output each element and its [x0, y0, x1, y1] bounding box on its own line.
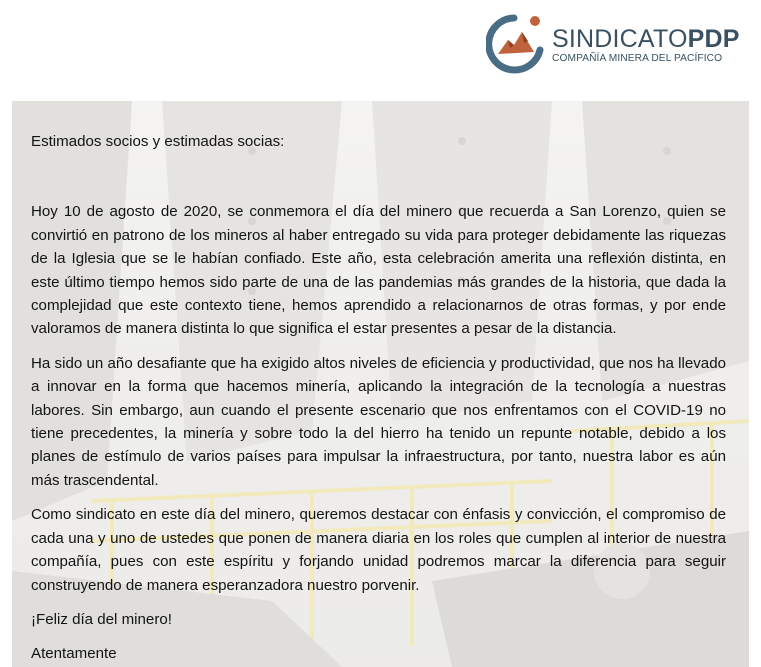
paragraph-dia-del-minero: Hoy 10 de agosto de 2020, se conmemora el día del minero que recuerda a San Lorenzo, quien se convirtió en patrono de los mineros al haber entregado su vida para proteger debidamente las riquezas de la Iglesia que se le habían confiado. Este año, esta celebración amerita una reflexión distinta, en este último tiempo hemos sido parte de una de las pandemias más grandes de la historia, que dada la complejidad que este contexto tiene, hemos aprendido a relacionarnos de otras formas, y por ende valoramos de manera distinta lo que significa el estar presentes a pesar de la distancia.	[31, 203, 726, 338]
letterhead	[0, 0, 761, 100]
mountain-ring-logo-icon	[486, 10, 548, 76]
greeting: Estimados socios y estimadas socias:	[31, 133, 285, 150]
letter-body	[31, 130, 726, 666]
paragraph-compromiso: Como sindicato en este día del minero, queremos destacar con énfasis y convicción, el compromiso de cada una y uno de ustedes que ponen de manera diaria en los roles que cumplen al interior de nuestra compañía, pues con este espíritu y forjando unidad podremos marcar la diferencia para seguir construyendo de manera esperanzadora nuestro porvenir.	[31, 506, 726, 594]
signoff: Atentamente	[31, 645, 117, 663]
closing-line: ¡Feliz día del minero!	[31, 610, 172, 628]
logo-name-light: SINDICATO	[552, 25, 688, 53]
paragraph-ano-desafiante: Ha sido un año desafiante que ha exigido altos niveles de eficiencia y productividad, que nos ha llevado a innovar en la forma que hacemos minería, aplicando la integración de la tecnología a nuestras labores. Sin embargo, aun cuando el presente escenario que nos enfrentamos con el COVID-19 no tiene precedentes, la minería y sobre todo la del hierro ha tenido un repunte notable, debido a los planes de estímulo de varios países para impulsar la infraestructura, por tanto, nuestra labor es aún más trascendental.	[31, 354, 726, 489]
logo-name-bold: PDP	[687, 25, 740, 53]
logo-wordmark	[552, 26, 740, 65]
logo-subtitle: COMPAÑÍA MINERA DEL PACÍFICO	[552, 53, 723, 64]
sindicato-pdp-logo	[486, 10, 746, 80]
